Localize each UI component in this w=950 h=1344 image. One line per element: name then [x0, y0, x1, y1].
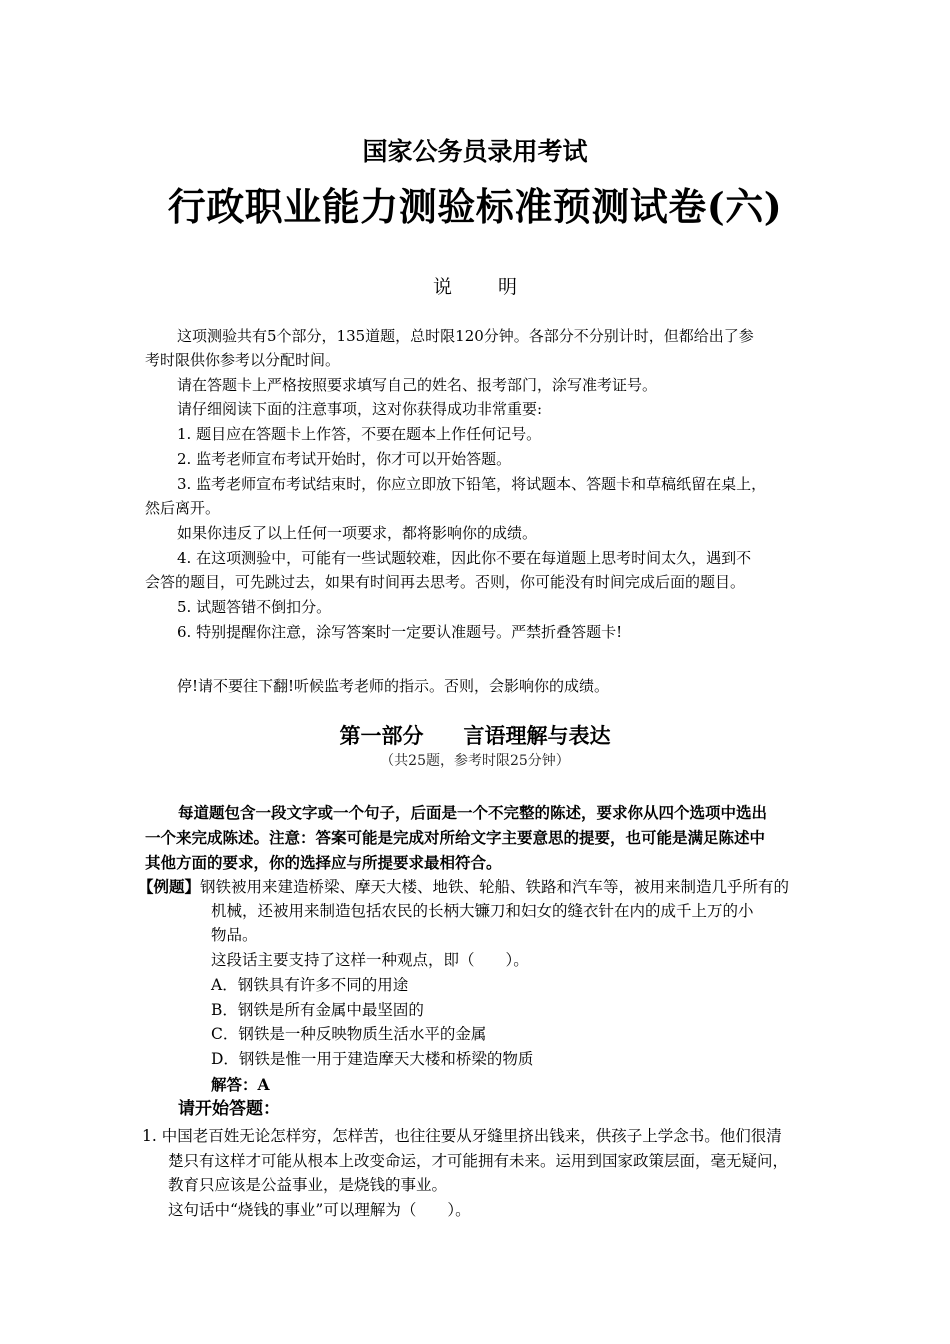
example-option-c: C．钢铁是一种反映物质生活水平的金属: [211, 1025, 487, 1043]
exam-name: 国家公务员录用考试: [362, 137, 588, 166]
part-title: [0, 720, 950, 750]
example-option-d: D．钢铁是惟一用于建造摩天大楼和桥梁的物质: [211, 1050, 534, 1068]
note-line: 考时限供你参考以分配时间。: [145, 351, 341, 369]
stop-notice: 停!请不要往下翻!听候监考老师的指示。否则，会影响你的成绩。: [177, 677, 610, 695]
question-1-text: 1. 中国老百姓无论怎样穷，怎样苦，也往往要从牙缝里挤出钱来，供孩子上学念书。他们很清: [142, 1127, 782, 1145]
note-line: 4. 在这项测验中，可能有一些试题较难，因此你不要在每道题上思考时间太久，遇到不: [177, 549, 752, 567]
note-line: 2. 监考老师宣布考试开始时，你才可以开始答题。: [177, 450, 512, 468]
notes-heading-left: 说: [432, 276, 452, 298]
directions-line: 每道题包含一段文字或一个句子，后面是一个不完整的陈述，要求你从四个选项中选出: [178, 804, 768, 822]
part-label: 第一部分: [339, 724, 424, 748]
notes-heading-right: 明: [498, 276, 518, 298]
example-first-line: [138, 874, 789, 900]
note-line: 1. 题目应在答题卡上作答，不要在题本上作任何记号。: [177, 425, 542, 443]
note-line: 然后离开。: [145, 499, 221, 517]
example-answer: 解答：A: [211, 1075, 270, 1094]
start-label: 请开始答题：: [178, 1099, 280, 1119]
note-line: 6. 特别提醒你注意，涂写答案时一定要认准题号。严禁折叠答题卡!: [177, 623, 623, 641]
note-line: 请在答题卡上严格按照要求填写自己的姓名、报考部门，涂写准考证号。: [177, 376, 658, 394]
note-line: 请仔细阅读下面的注意事项，这对你获得成功非常重要:: [177, 400, 543, 418]
note-line: 这项测验共有5个部分，135道题，总时限120分钟。各部分不分别计时，但都给出了参: [177, 327, 754, 345]
question-1-prompt: 这句话中“烧钱的事业”可以理解为（ ）。: [168, 1201, 471, 1219]
note-line: 会答的题目，可先跳过去，如果有时间再去思考。否则，你可能没有时间完成后面的题目。: [145, 573, 746, 591]
directions-line: 一个来完成陈述。注意：答案可能是完成对所给文字主要意思的提要，也可能是满足陈述中: [145, 829, 766, 847]
notes-heading: [0, 272, 950, 299]
note-line: 3. 监考老师宣布考试结束时，你应立即放下铅笔，将试题本、答题卡和草稿纸留在桌上，: [177, 475, 767, 493]
question-1-text: 教育只应该是公益事业，是烧钱的事业。: [168, 1176, 448, 1194]
example-question: 这段话主要支持了这样一种观点，即（ ）。: [211, 951, 529, 969]
part-name: 言语理解与表达: [463, 724, 611, 748]
example-option-a: A．钢铁具有许多不同的用途: [211, 976, 409, 994]
part-subtitle: （共25题，参考时限25分钟）: [380, 753, 570, 769]
example-text: 钢铁被用来建造桥梁、摩天大楼、地铁、轮船、铁路和汽车等，被用来制造几乎所有的: [200, 878, 790, 896]
question-1-text: 楚只有这样才可能从根本上改变命运，才可能拥有未来。运用到国家政策层面，毫无疑问，: [168, 1152, 789, 1170]
directions-line: 其他方面的要求，你的选择应与所提要求最相符合。: [145, 854, 502, 872]
note-line: 5. 试题答错不倒扣分。: [177, 598, 332, 616]
paper-title: 行政职业能力测验标准预测试卷(六): [167, 184, 783, 229]
example-tag: 【例题】: [138, 877, 201, 896]
example-text: 机械，还被用来制造包括农民的长柄大镰刀和妇女的缝衣针在内的成千上万的小: [211, 902, 754, 920]
example-option-b: B．钢铁是所有金属中最坚固的: [211, 1001, 424, 1019]
example-text: 物品。: [211, 926, 258, 944]
note-line: 如果你违反了以上任何一项要求，都将影响你的成绩。: [177, 524, 538, 542]
